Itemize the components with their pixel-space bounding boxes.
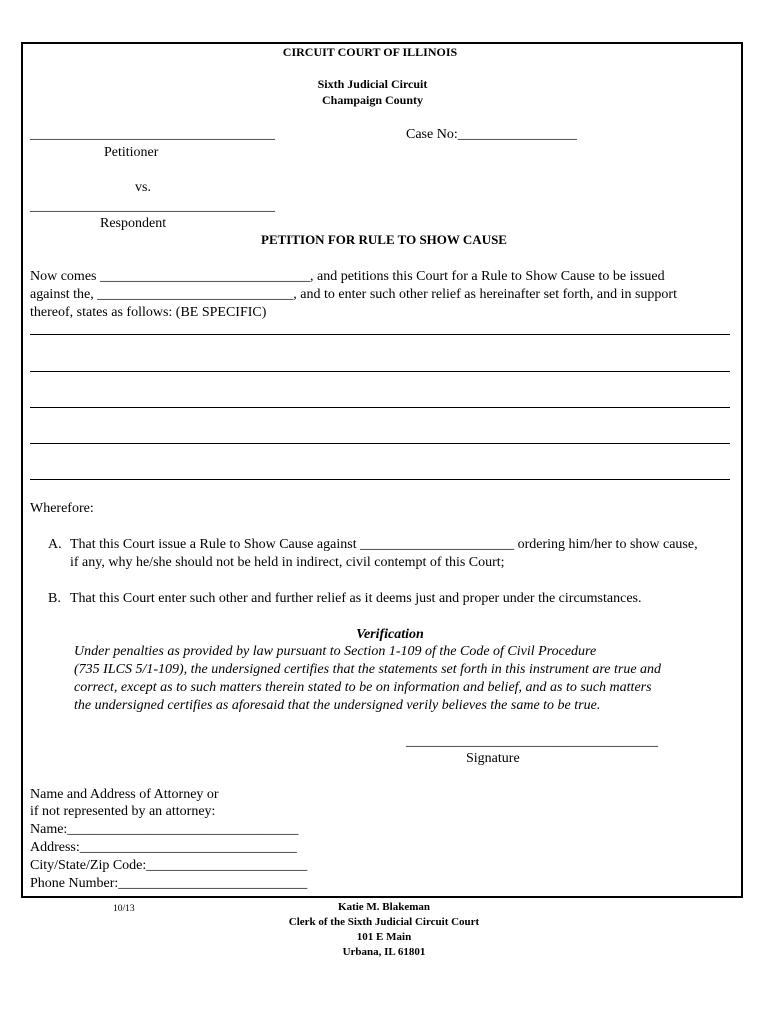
specific-line-4[interactable] bbox=[30, 443, 730, 444]
wherefore-label: Wherefore: bbox=[30, 501, 94, 516]
name-field[interactable]: Name:_________________________________ bbox=[30, 822, 299, 837]
intro-line-1[interactable]: Now comes ______________________________, and petitions this Court for a Rule to Show Cause to be issued bbox=[30, 269, 665, 284]
address-field[interactable]: Address:_______________________________ bbox=[30, 840, 297, 855]
verification-line-3: correct, except as to such matters therein stated to be on information and belief, and as to such matters bbox=[74, 680, 652, 695]
petition-title: PETITION FOR RULE TO SHOW CAUSE bbox=[261, 232, 507, 247]
case-number-field[interactable]: Case No:_________________ bbox=[406, 127, 577, 142]
intro-line-3: thereof, states as follows: (BE SPECIFIC) bbox=[30, 305, 267, 320]
court-title: CIRCUIT COURT OF ILLINOIS bbox=[282, 45, 458, 59]
clerk-name: Katie M. Blakeman bbox=[338, 901, 430, 913]
respondent-label: Respondent bbox=[100, 216, 167, 231]
versus-label: vs. bbox=[135, 180, 151, 195]
verification-line-1: Under penalties as provided by law pursuant to Section 1-109 of the Code of Civil Procedure bbox=[74, 644, 597, 659]
verification-line-2: (735 ILCS 5/1-109), the undersigned certifies that the statements set forth in this instrument are true and bbox=[74, 662, 662, 677]
form-revision-code: 10/13 bbox=[113, 904, 135, 914]
verification-heading: Verification bbox=[356, 627, 424, 642]
circuit-name: Sixth Judicial Circuit bbox=[317, 77, 428, 91]
form-border bbox=[21, 42, 743, 898]
respondent-line[interactable]: ___________________________________ bbox=[30, 199, 275, 214]
signature-line[interactable]: ____________________________________ bbox=[406, 734, 658, 749]
item-a-line-1[interactable]: That this Court issue a Rule to Show Cause against ______________________ ordering him/her to show cause, bbox=[70, 537, 698, 552]
petitioner-label: Petitioner bbox=[104, 145, 159, 160]
item-a-line-2: if any, why he/she should not be held in indirect, civil contempt of this Court; bbox=[70, 555, 505, 570]
item-b-line-1: That this Court enter such other and further relief as it deems just and proper under the circumstances. bbox=[70, 591, 642, 606]
county-name: Champaign County bbox=[321, 93, 424, 107]
intro-line-2[interactable]: against the, ____________________________, and to enter such other relief as hereinafter set forth, and in support bbox=[30, 287, 677, 302]
phone-number-field[interactable]: Phone Number:___________________________ bbox=[30, 876, 308, 891]
item-a-marker: A. bbox=[48, 537, 62, 552]
clerk-street: 101 E Main bbox=[356, 931, 412, 943]
specific-line-1[interactable] bbox=[30, 334, 730, 335]
specific-line-2[interactable] bbox=[30, 371, 730, 372]
signature-label: Signature bbox=[466, 751, 520, 766]
attorney-heading-2: if not represented by an attorney: bbox=[30, 804, 216, 819]
specific-line-3[interactable] bbox=[30, 407, 730, 408]
verification-line-4: the undersigned certifies as aforesaid that the undersigned verily believes the same to be true. bbox=[74, 698, 601, 713]
petitioner-line[interactable]: ___________________________________ bbox=[30, 127, 275, 142]
specific-line-5[interactable] bbox=[30, 479, 730, 480]
clerk-title: Clerk of the Sixth Judicial Circuit Court bbox=[288, 916, 480, 928]
item-b-marker: B. bbox=[48, 591, 61, 606]
city-state-zip-field[interactable]: City/State/Zip Code:_______________________ bbox=[30, 858, 308, 873]
clerk-city: Urbana, IL 61801 bbox=[342, 946, 426, 958]
attorney-heading-1: Name and Address of Attorney or bbox=[30, 787, 219, 802]
